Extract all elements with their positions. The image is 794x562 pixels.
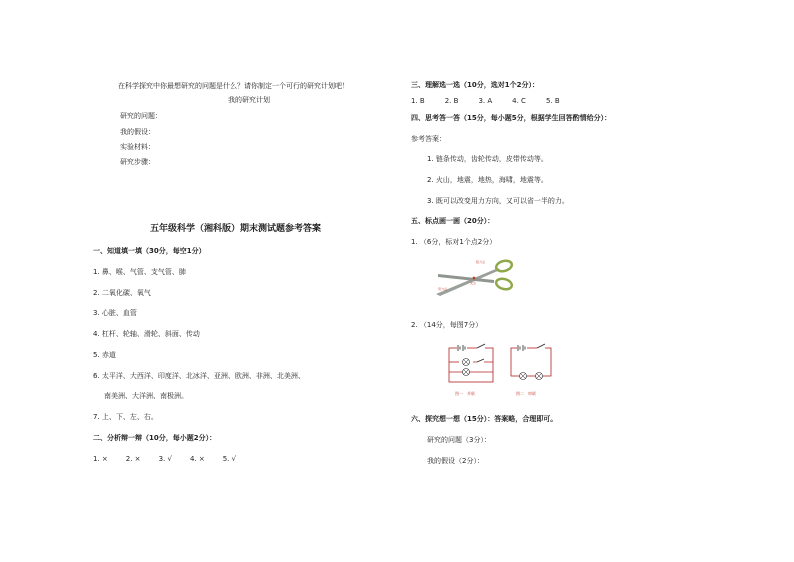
series-circuit-diagram <box>509 342 555 382</box>
section-2-title: 二、分析辩一辩（10分，每小题2分）： <box>93 434 217 442</box>
plan-intro: 在科学探究中你最想研究的问题是什么？请你制定一个可行的研究计划吧！ <box>118 82 349 90</box>
answer-item: 3. A <box>478 97 493 105</box>
answer-item: 4. × <box>189 455 205 463</box>
scissors-label: 用力点 <box>438 287 448 291</box>
section-3-title: 三、理解选一选（10分，选对1个2分）： <box>411 81 539 89</box>
plan-field: 研究步骤： <box>120 158 155 166</box>
reference-label: 参考答案： <box>411 135 446 143</box>
answer-item: 4. 杠杆、轮轴、滑轮、斜面、传动 <box>93 330 200 338</box>
answer-item: 研究的问题（3分）： <box>427 436 491 444</box>
bulb-icon <box>463 359 470 366</box>
plan-title: 我的研究计划 <box>228 96 270 104</box>
section-1-title: 一、知道填一填（30分，每空1分） <box>93 247 206 255</box>
answer-key-title: 五年级科学（湘科版）期末测试题参考答案 <box>150 224 322 234</box>
bulb-icon <box>463 369 470 376</box>
battery-icon <box>517 345 527 351</box>
answer-item: 2. × <box>125 455 141 463</box>
answer-item: 我的假设（2分）： <box>427 457 484 465</box>
answer-item: 3. 既可以改变用力方向，又可以省一半的力。 <box>427 197 569 205</box>
switch-icon <box>477 344 485 350</box>
scissors-icon <box>436 259 513 296</box>
switch-icon <box>477 359 484 364</box>
bulb-icon <box>520 373 527 380</box>
question-label: 1. （6分，标对1个点2分） <box>411 238 497 246</box>
plan-field: 我的假设： <box>120 128 155 136</box>
scissors-diagram <box>432 254 522 300</box>
answer-item: 5. √ <box>222 455 237 463</box>
answer-item: 3. 心脏、血管 <box>93 309 137 317</box>
question-label: 2. （14分，每图7分） <box>411 321 483 329</box>
answer-item: 1. 链条传动，齿轮传动，皮带传动等。 <box>427 155 548 163</box>
answer-item: 6. 太平洋、大西洋、印度洋、北冰洋、亚洲、欧洲、非洲、北美洲、 <box>93 372 305 380</box>
answer-item: 7. 上、下、左、右。 <box>93 413 158 421</box>
plan-field: 实验材料： <box>120 143 155 151</box>
section-4-title: 四、思考答一答（15分，每小题5分，根据学生回答酌情给分）： <box>411 114 612 122</box>
section-3-answers <box>411 98 580 105</box>
answer-item: 南美洲、大洋洲、南极洲。 <box>104 392 188 400</box>
section-5-title: 五、标点画一画（20分）： <box>411 217 495 225</box>
answer-item: 5. 赤道 <box>93 351 116 359</box>
answer-item: 1. × <box>93 455 108 463</box>
bulb-icon <box>536 373 543 380</box>
answer-item: 1. 鼻、喉、气管、支气管、肺 <box>93 268 186 276</box>
switch-icon <box>537 344 545 350</box>
scissors-label: 阻力点 <box>476 260 486 264</box>
scissors-label: 支点 <box>470 281 477 285</box>
section-2-answers <box>93 456 254 463</box>
plan-field: 研究的问题： <box>120 112 162 120</box>
answer-item: 4. C <box>512 97 526 105</box>
answer-item: 5. B <box>545 97 560 105</box>
parallel-circuit-diagram <box>447 342 497 386</box>
section-6-title: 六、探究想一想（15分）：答案略，合理即可。 <box>411 415 558 423</box>
answer-item: 2. 二氧化碳、氧气 <box>93 289 151 297</box>
battery-icon <box>457 345 467 351</box>
answer-item: 3. √ <box>158 455 172 463</box>
answer-item: 2. B <box>444 97 459 105</box>
answer-item: 2. 火山，地震，地热，海啸，地震等。 <box>427 176 548 184</box>
circuit-caption: 图二 串联 <box>516 391 536 396</box>
answer-item: 1. B <box>411 97 425 105</box>
circuit-caption: 图一 并联 <box>455 391 475 396</box>
